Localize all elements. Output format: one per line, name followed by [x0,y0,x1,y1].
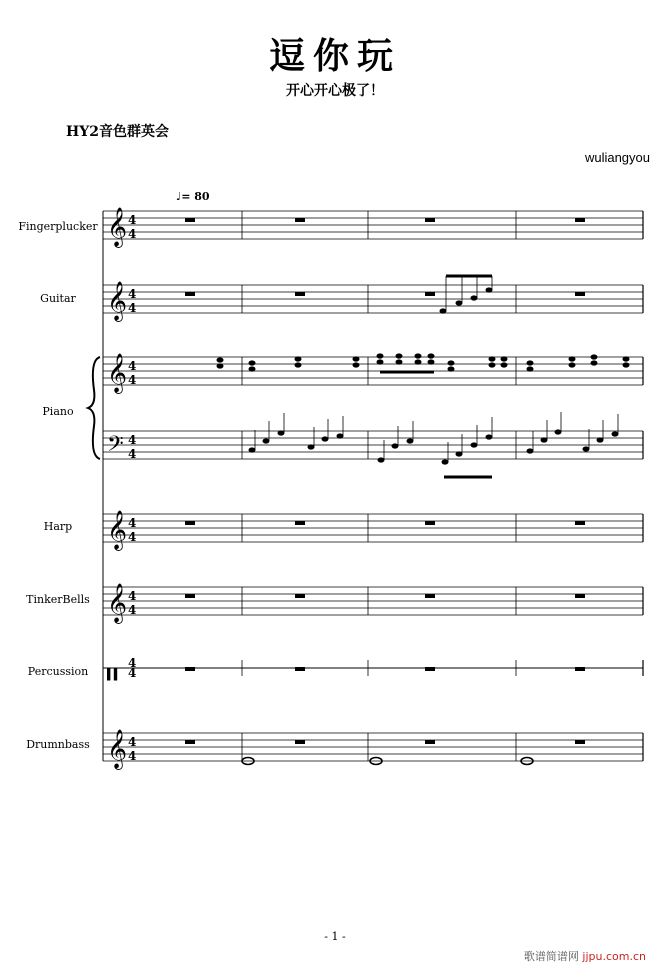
time-signature-bottom: 4 [128,227,137,241]
time-signature-top: 4 [128,287,137,301]
instrument-label-guitar: Guitar [40,292,76,305]
note-head [353,356,360,361]
whole-rest [295,594,305,598]
treble-clef-icon: 𝄞 [107,207,128,247]
whole-rest [295,521,305,525]
watermark [524,948,646,964]
note-head [527,366,534,371]
note-head [471,295,478,300]
composer: wuliangyou [584,150,650,165]
quarter-note-icon: ♩ [176,190,182,203]
note-head [396,359,403,364]
note-head [486,287,493,292]
instrument-label-tinkerbells: TinkerBells [26,593,90,606]
note-head [569,356,576,361]
time-signature-bottom: 4 [128,301,137,315]
note-head [486,434,493,439]
note-head [501,356,508,361]
note-head [407,438,414,443]
staves [88,207,643,770]
note-head [378,457,385,462]
note-head [308,444,315,449]
whole-rest [575,292,585,296]
note-head [456,300,463,305]
whole-rest [425,521,435,525]
note-head [278,430,285,435]
whole-rest [575,218,585,222]
treble-clef-icon: 𝄞 [107,510,128,550]
instrument-label-percussion: Percussion [27,665,89,678]
note-head [591,360,598,365]
whole-rest [185,667,195,671]
whole-rest [185,740,195,744]
group-name: HY2音色群英会 [66,124,169,140]
page-number: - 1 - [324,930,346,943]
note-head [583,446,590,451]
whole-rest [295,218,305,222]
tempo-text: = 80 [181,190,210,203]
note-head [527,448,534,453]
note-head [415,353,422,358]
instrument-label-harp: Harp [43,520,73,533]
instrument-label-fingerplucker: Fingerplucker [18,220,98,233]
note-head [263,438,270,443]
note-head [501,362,508,367]
note-head [249,447,256,452]
treble-clef-icon: 𝄞 [107,729,128,769]
note-head [448,360,455,365]
note-head [623,356,630,361]
note-head [597,437,604,442]
piano-brace [88,357,100,459]
bass-clef-icon: 𝄢 [107,432,124,462]
whole-rest [575,740,585,744]
whole-rest [425,292,435,296]
note-head [377,353,384,358]
time-signature-bottom: 4 [128,373,137,387]
time-signature-top: 4 [128,359,137,373]
note-head [415,359,422,364]
note-head [442,459,449,464]
treble-clef-icon: 𝄞 [107,353,128,393]
note-head [541,437,548,442]
note-head [623,362,630,367]
whole-rest [575,667,585,671]
note-head [428,359,435,364]
note-head [217,363,224,368]
instrument-label-drumnbass: Drumnbass [26,738,90,751]
note-head [295,362,302,367]
time-signature-top: 4 [128,433,137,447]
time-signature-top: 4 [128,735,137,749]
note-head [295,356,302,361]
whole-rest [295,667,305,671]
note-head [527,360,534,365]
note-head [612,431,619,436]
time-signature-bottom: 4 [128,666,137,680]
watermark-domain: jjpu.com.cn [582,950,646,963]
note-head [337,433,344,438]
whole-rest [425,218,435,222]
time-signature-top: 4 [128,656,137,670]
whole-rest [425,740,435,744]
time-signature-bottom: 4 [128,447,137,461]
time-signature-bottom: 4 [128,530,137,544]
note-head [353,362,360,367]
whole-rest [575,521,585,525]
time-signature-top: 4 [128,516,137,530]
score-title: 逗你玩 [268,36,401,77]
watermark-text: 歌谱简谱网 [523,950,579,963]
whole-rest [185,218,195,222]
instrument-label-piano: Piano [42,405,74,418]
note-head [249,366,256,371]
note-head [489,362,496,367]
whole-rest [185,594,195,598]
whole-rest [185,521,195,525]
percussion-clef-icon: 𝄥 [107,656,118,696]
note-head [396,353,403,358]
time-signature-bottom: 4 [128,603,137,617]
note-head [322,436,329,441]
note-head [377,359,384,364]
note-head [555,429,562,434]
note-head [471,442,478,447]
note-head [428,353,435,358]
note-head [448,366,455,371]
note-head [392,443,399,448]
note-head [440,308,447,313]
whole-rest [295,740,305,744]
whole-rest [575,594,585,598]
note-head [569,362,576,367]
score-subtitle: 开心开心极了！ [286,83,384,99]
time-signature-top: 4 [128,589,137,603]
treble-clef-icon: 𝄞 [107,281,128,321]
time-signature-top: 4 [128,213,137,227]
whole-rest [425,594,435,598]
whole-rest [185,292,195,296]
treble-clef-icon: 𝄞 [107,583,128,623]
note-head [489,356,496,361]
note-head [217,357,224,362]
note-head [456,451,463,456]
time-signature-bottom: 4 [128,749,137,763]
whole-rest [425,667,435,671]
note-head [591,354,598,359]
note-head [249,360,256,365]
whole-rest [295,292,305,296]
